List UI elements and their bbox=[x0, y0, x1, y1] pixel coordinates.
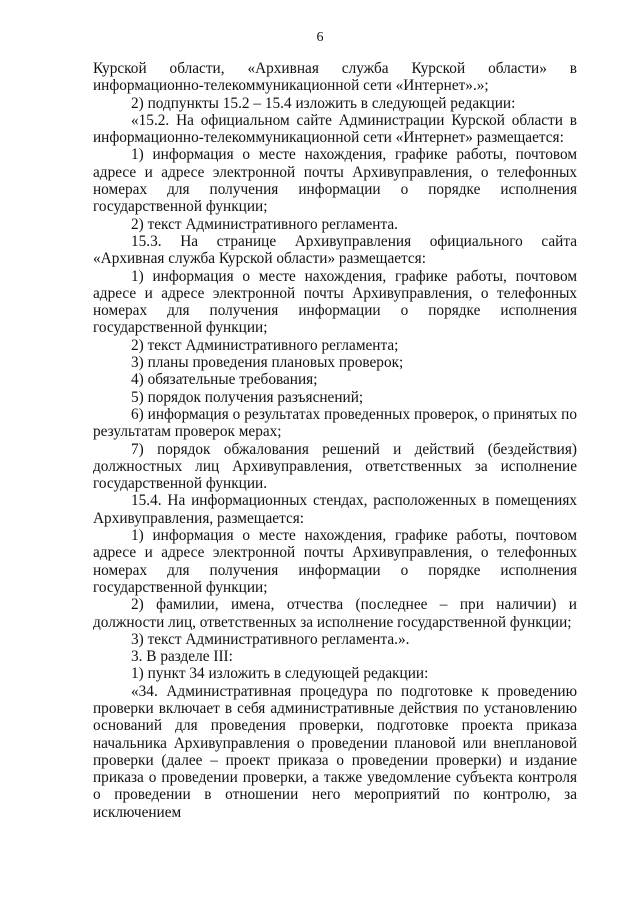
page-number: 6 bbox=[316, 30, 324, 45]
paragraph: 4) обязательные требования; bbox=[131, 371, 318, 389]
paragraph: 7) порядок обжалования решений и действий (бездействия) должностных лиц Архивуправления, ответственных за исполнение государственной функции. bbox=[93, 440, 577, 493]
paragraph: 6) информация о результатах проведенных проверок, о принятых по результатам проверок мерах; bbox=[93, 405, 577, 441]
paragraph: 1) пункт 34 изложить в следующей редакции: bbox=[131, 665, 429, 683]
paragraph: 2) подпункты 15.2 – 15.4 изложить в следующей редакции: bbox=[131, 94, 516, 112]
paragraph: 2) текст Административного регламента. bbox=[131, 215, 398, 233]
paragraph: 1) информация о месте нахождения, графике работы, почтовом адресе и адресе электронной почты Архивуправления, о телефонных номерах для получения информации о порядке исполнения государственной функции; bbox=[93, 146, 577, 216]
paragraph: 3) текст Административного регламента.». bbox=[131, 630, 410, 648]
paragraph: «34. Административная процедура по подготовке к проведению проверки включает в себя административные действия по установлению оснований для проведения проверки, подготовке проекта приказа начальника Архивуправления о проведении плановой или внеплановой проверки (далее – проект приказа о проведении проверки) и издание приказа о проведении проверки, а также уведомление субъекта контроля о проведении в отношении него мероприятий по контролю, за исключением bbox=[93, 682, 577, 821]
paragraph: 15.3. На странице Архивуправления официального сайта «Архивная служба Курской области» размещается: bbox=[93, 232, 577, 268]
paragraph: 5) порядок получения разъяснений; bbox=[131, 388, 364, 406]
document-body bbox=[93, 60, 577, 821]
paragraph: «15.2. На официальном сайте Администрации Курской области в информационно-телекоммуникационной сети «Интернет» размещается: bbox=[93, 111, 577, 147]
paragraph: 1) информация о месте нахождения, графике работы, почтовом адресе и адресе электронной почты Архивуправления, о телефонных номерах для получения информации о порядке исполнения государственной функции; bbox=[93, 527, 577, 596]
paragraph: Курской области, «Архивная служба Курской области» в информационно-телекоммуникационной сети «Интернет».»; bbox=[93, 60, 577, 95]
paragraph: 3) планы проведения плановых проверок; bbox=[131, 354, 404, 372]
paragraph: 15.4. На информационных стендах, расположенных в помещениях Архивуправления, размещается: bbox=[93, 492, 577, 527]
paragraph: 1) информация о месте нахождения, графике работы, почтовом адресе и адресе электронной почты Архивуправления, о телефонных номерах для получения информации о порядке исполнения государственной функции; bbox=[93, 267, 577, 337]
paragraph: 2) фамилии, имена, отчества (последнее – при наличии) и должности лиц, ответственных за исполнение государственной функции; bbox=[93, 596, 577, 631]
paragraph: 3. В разделе III: bbox=[131, 648, 233, 666]
paragraph: 2) текст Административного регламента; bbox=[131, 336, 399, 354]
